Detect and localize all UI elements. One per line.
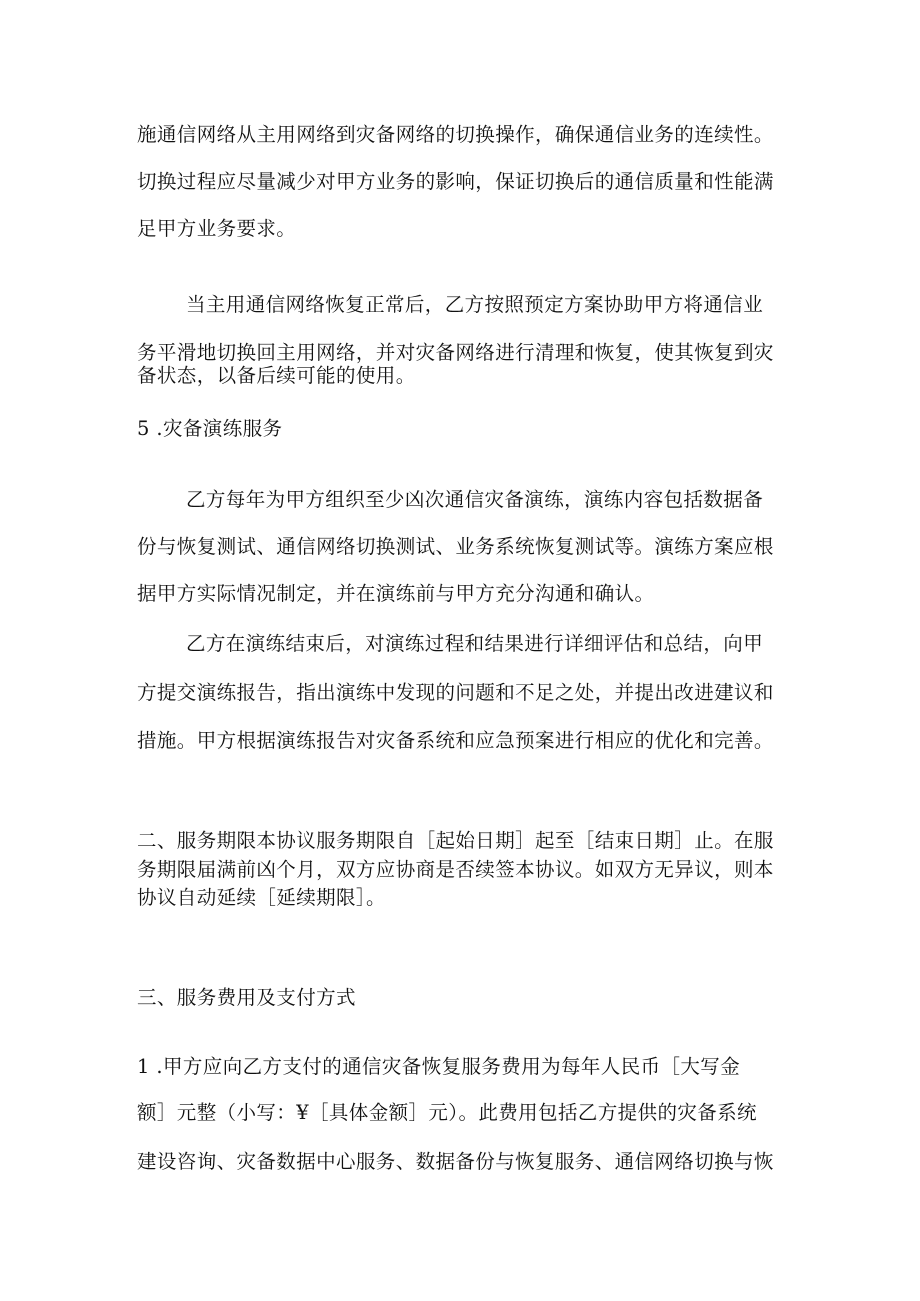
paragraph-line: 建设咨询、灾备数据中心服务、数据备份与恢复服务、通信网络切换与恢: [137, 1150, 774, 1173]
paragraph-line: 备状态，以备后续可能的使用。: [137, 364, 416, 387]
paragraph-line: 切换过程应尽量减少对甲方业务的影响，保证切换后的通信质量和性能满: [137, 170, 774, 193]
section-line: 务期限届满前凶个月，双方应协商是否续签本协议。如双方无异议，则本: [137, 858, 774, 881]
section-line: 协议自动延续［延续期限］。: [137, 886, 386, 909]
paragraph-line: 措施。甲方根据演练报告对灾备系统和应急预案进行相应的优化和完善。: [137, 729, 774, 752]
paragraph-line: 施通信网络从主用网络到灾备网络的切换操作，确保通信业务的连续性。: [137, 123, 774, 146]
paragraph-line: 当主用通信网络恢复正常后，乙方按照预定方案协助甲方将通信业: [186, 293, 764, 316]
section-heading: 三、服务费用及支付方式: [137, 986, 356, 1009]
paragraph-line: 份与恢复测试、通信网络切换测试、业务系统恢复测试等。演练方案应根: [137, 535, 774, 558]
paragraph-line: 乙方每年为甲方组织至少凶次通信灾备演练，演练内容包括数据备: [186, 488, 764, 511]
paragraph-line: 据甲方实际情况制定，并在演练前与甲方充分沟通和确认。: [137, 582, 655, 605]
paragraph-line: 方提交演练报告，指出演练中发现的问题和不足之处，并提出改进建议和: [137, 681, 774, 704]
section-heading: 5 .灾备演练服务: [137, 417, 283, 440]
paragraph-line: 务平滑地切换回主用网络，并对灾备网络进行清理和恢复，使其恢复到灾: [137, 341, 774, 364]
paragraph-line: 乙方在演练结束后，对演练过程和结果进行详细评估和总结，向甲: [186, 632, 764, 655]
paragraph-line: 足甲方业务要求。: [137, 217, 297, 240]
section-line: 二、服务期限本协议服务期限自［起始日期］起至［结束日期］止。在服: [137, 829, 774, 852]
paragraph-line: 1 .甲方应向乙方支付的通信灾备恢复服务费用为每年人民币［大写金: [137, 1055, 741, 1078]
paragraph-line: 额］元整（小写：¥［具体金额］元）。此费用包括乙方提供的灾备系统: [137, 1101, 757, 1124]
